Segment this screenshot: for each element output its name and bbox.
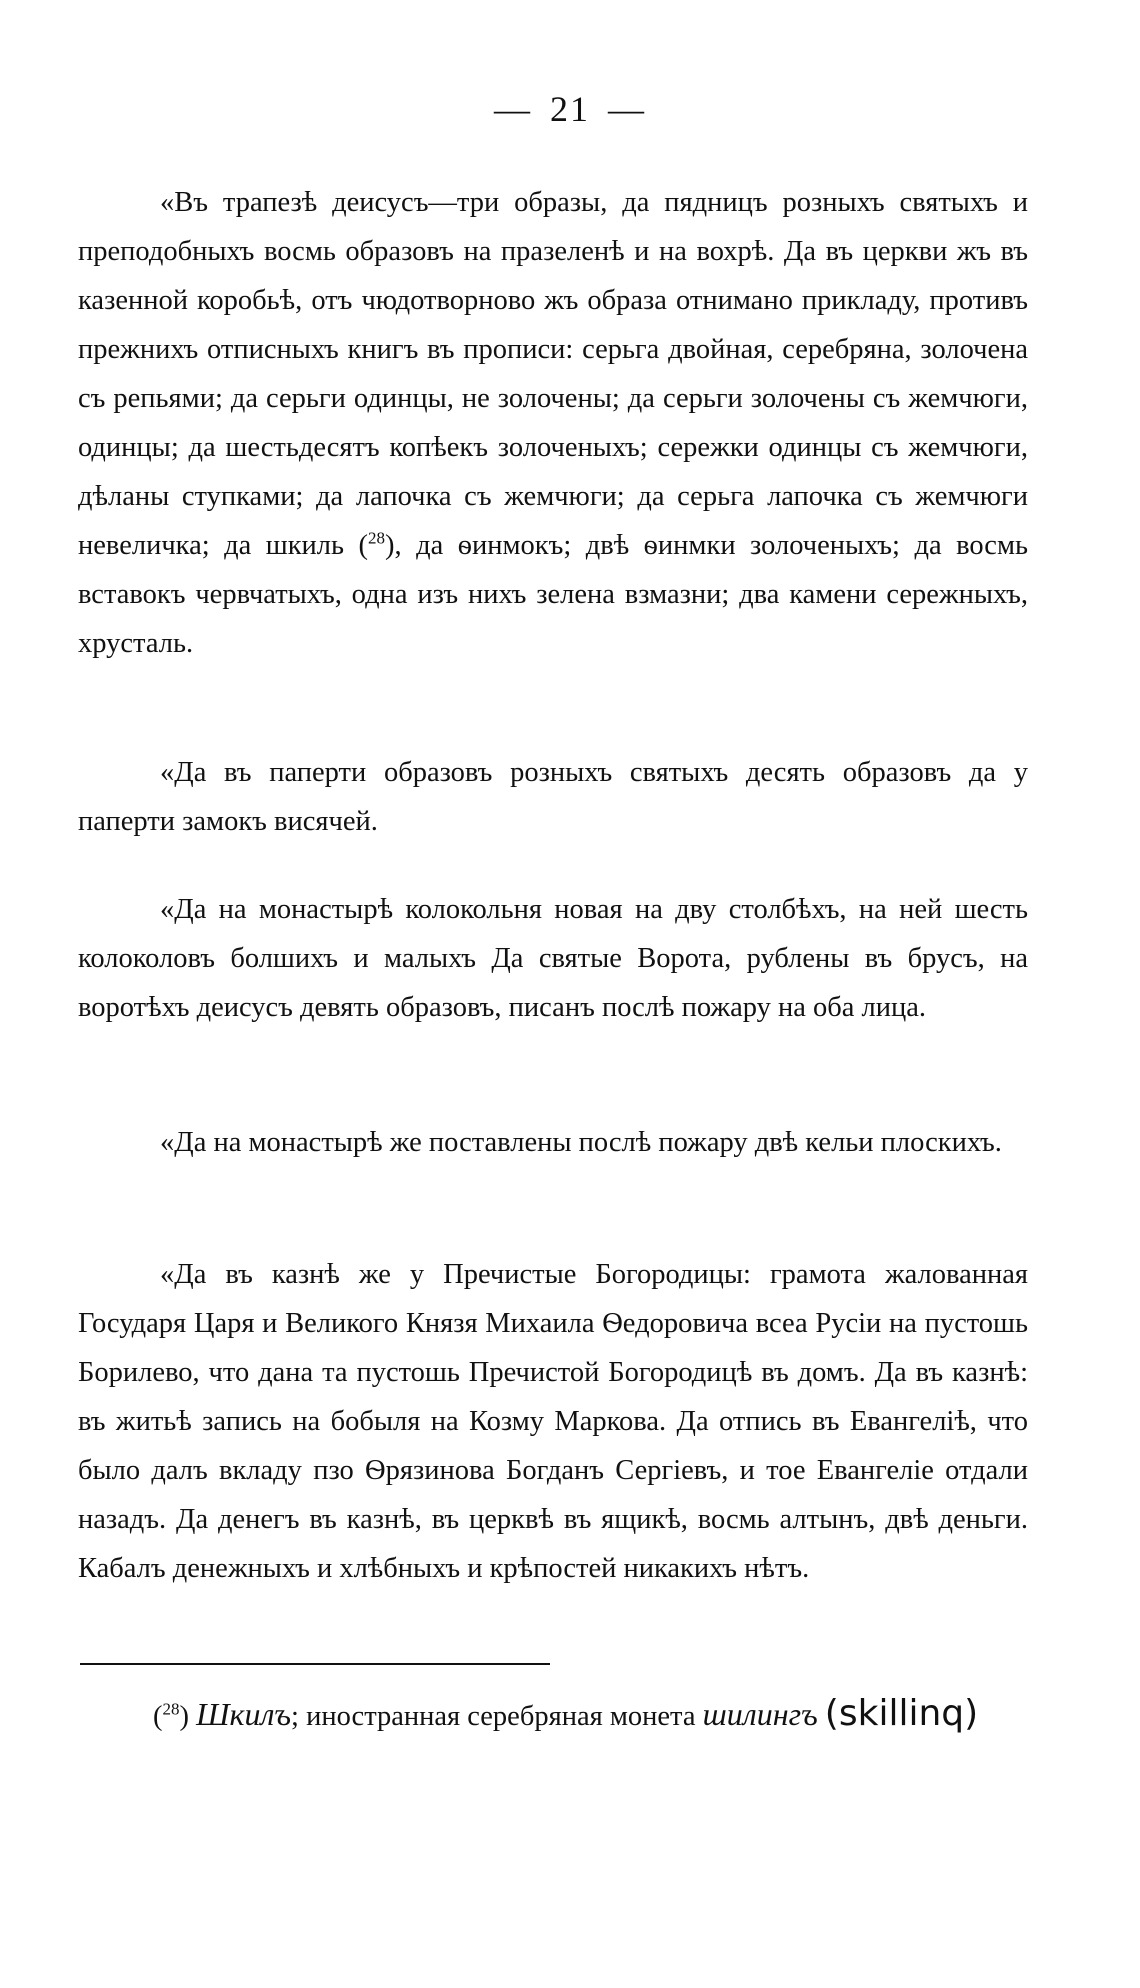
- footnote-paren-open: (: [153, 1701, 163, 1732]
- footnote-term-latin: (skillinq): [824, 1693, 979, 1734]
- footnote-paren-close: ): [179, 1701, 189, 1732]
- paragraph-paperti: [78, 748, 1028, 846]
- paragraph-text: «Въ трапезѣ деисусъ—три образы, да пядницъ розныхъ святыхъ и преподобныхъ восмь образовъ на празеленѣ и на вохрѣ. Да въ церкви жъ въ казенной коробьѣ, отъ чюдотворново жъ образа отнимано прикладу, противъ прежнихъ отписныхъ книгъ въ прописи: серьга двойная, серебряна, золочена съ репьями; да серьги одинцы, не золочены; да серьги золочены съ жемчюги, одинцы; да шестьдесятъ копѣекъ золоченыхъ; сережки одинцы съ жемчюги, дѣланы ступками; да лапочка съ жемчюги; да серьга лапочка съ жемчюги невеличка; да шкиль (: [78, 187, 1028, 561]
- footnote-separator: ;: [291, 1701, 299, 1732]
- paragraph-text: «Да въ паперти образовъ розныхъ святыхъ десять образовъ да у паперти замокъ висячей.: [78, 757, 1028, 837]
- paragraph-kazna: [78, 1250, 1028, 1593]
- footnote-marker: 28: [162, 1699, 180, 1719]
- footnote: [78, 1690, 1028, 1741]
- footnote-term: Шкилъ: [196, 1696, 292, 1732]
- footnote-text: иностранная серебряная монета: [306, 1701, 696, 1732]
- footnote-term-russian: шилингъ: [702, 1696, 818, 1732]
- paragraph-kolokolnya: [78, 885, 1028, 1032]
- page-number-dash-right: —: [608, 89, 646, 129]
- paragraph-text: «Да въ казнѣ же у Пречистые Богородицы: грамота жалованная Государя Царя и Великого Князя Михаила Ѳедоровича всеа Русіи на пустошь Борилево, что дана та пустошь Пречистой Богородицѣ въ домъ. Да въ казнѣ: въ житьѣ запись на бобыля на Козму Маркова. Да отпись въ Евангеліѣ, что было далъ вкладу пзо Ѳрязинова Богданъ Сергіевъ, и тое Евангеліе отдали назадъ. Да денегъ въ казнѣ, въ церквѣ въ ящикѣ, восмь алтынъ, двѣ деньги. Кабалъ денежныхъ и хлѣбныхъ и крѣпостей никакихъ нѣтъ.: [78, 1259, 1028, 1584]
- paragraph-text-continued: ), да ѳинмокъ; двѣ ѳинмки золоченыхъ; да восмь вставокъ червчатыхъ, одна изъ нихъ зелена взмазни; два камени сережныхъ, хрусталь.: [78, 530, 1028, 659]
- page-number-dash-left: —: [494, 89, 532, 129]
- page-number: 21: [550, 89, 590, 129]
- footnote-divider: [80, 1663, 550, 1665]
- paragraph-trapeza: [78, 178, 1028, 668]
- paragraph-text: «Да на монастырѣ колокольня новая на дву столбѣхъ, на ней шесть колоколовъ болшихъ и малыхъ Да святые Ворота, рублены въ брусъ, на воротѣхъ деисусъ девять образовъ, писанъ послѣ пожару на оба лица.: [78, 894, 1028, 1023]
- page-number-header: [0, 88, 1140, 130]
- paragraph-text: «Да на монастырѣ же поставлены послѣ пожару двѣ кельи плоскихъ.: [160, 1127, 1002, 1158]
- footnote-reference: 28: [368, 528, 385, 548]
- paragraph-kelyi: [78, 1118, 1028, 1167]
